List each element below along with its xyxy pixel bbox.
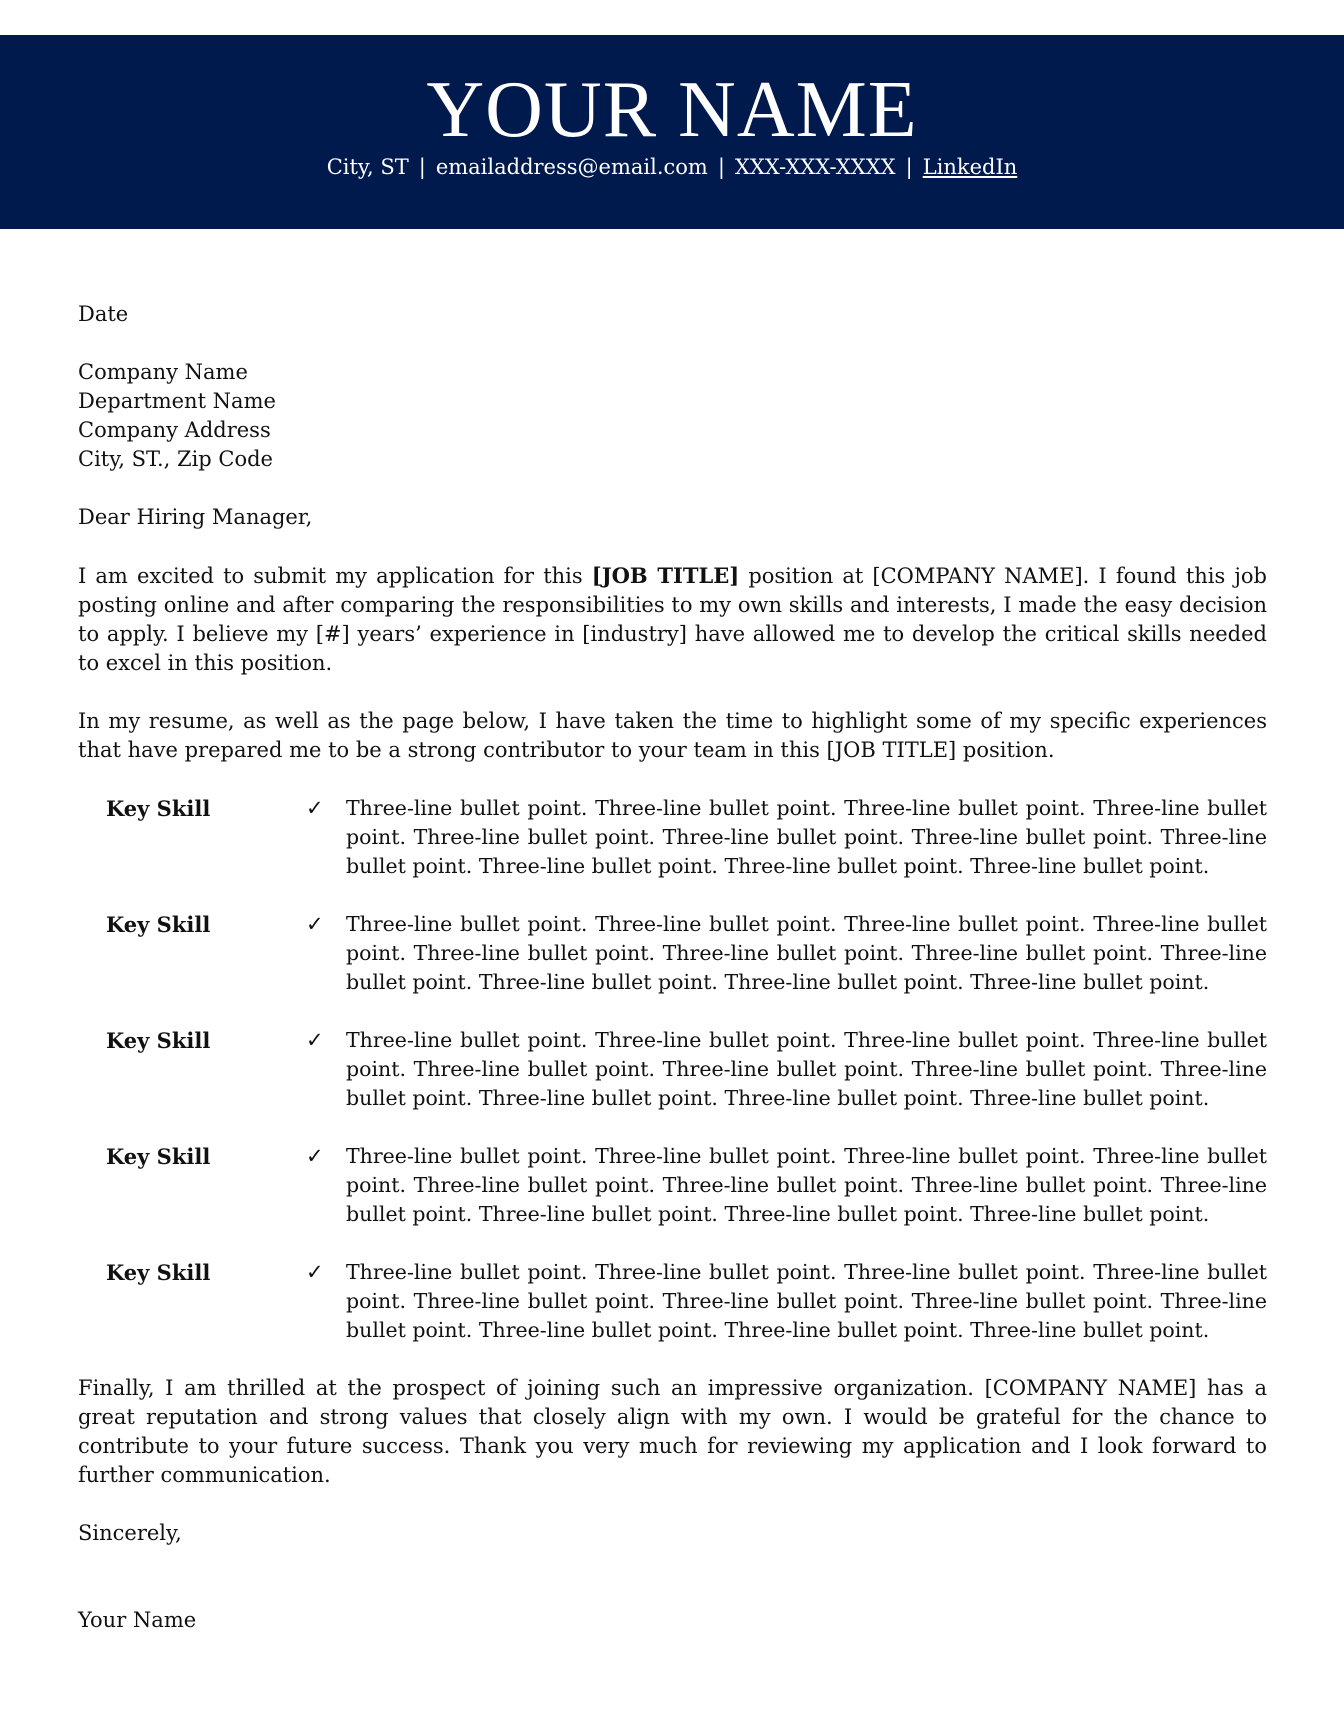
checkmark-icon: ✓ (306, 796, 324, 820)
letterhead-banner (0, 35, 1344, 229)
skill-name: Key Skill (106, 1144, 211, 1169)
recipient-department: Department Name (78, 389, 276, 413)
skill-name: Key Skill (106, 1028, 211, 1053)
contact-city: City, ST (326, 155, 409, 179)
skill-row (78, 1258, 1267, 1345)
letter-body (78, 300, 1267, 1635)
contact-separator: | (905, 155, 913, 179)
skill-row (78, 794, 1267, 881)
recipient-company: Company Name (78, 360, 248, 384)
closing-paragraph: Finally, I am thrilled at the prospect of joining such an impressive organization. [COMPANY NAME] has a great reputation and strong values that closely align with my own. I would be grateful for the chance to contribute to your future success. Thank you very much for reviewing my application and I look forward to further communication. (78, 1376, 1267, 1487)
recipient-block (78, 358, 1267, 474)
recipient-address: Company Address (78, 418, 271, 442)
linkedin-link[interactable]: LinkedIn (922, 155, 1018, 179)
skill-bullet-text: Three-line bullet point. Three-line bullet point. Three-line bullet point. Three-line bullet point. Three-line bullet point. Three-line bullet point. Three-line bullet point. Three-line bullet point. Three-line bullet point. Three-line bullet point. Three-line bullet point. (346, 1028, 1267, 1110)
contact-line (0, 153, 1344, 181)
skills-intro-paragraph: In my resume, as well as the page below, I have taken the time to highlight some of my specific experiences that have prepared me to be a strong contributor to your team in this [JOB TITLE] position. (78, 709, 1267, 762)
skill-bullet-text: Three-line bullet point. Three-line bullet point. Three-line bullet point. Three-line bullet point. Three-line bullet point. Three-line bullet point. Three-line bullet point. Three-line bullet point. Three-line bullet point. Three-line bullet point. Three-line bullet point. (346, 1144, 1267, 1226)
checkmark-icon: ✓ (306, 1144, 324, 1168)
closing-salutation: Sincerely, (78, 1521, 182, 1545)
skill-bullet-text: Three-line bullet point. Three-line bullet point. Three-line bullet point. Three-line bullet point. Three-line bullet point. Three-line bullet point. Three-line bullet point. Three-line bullet point. Three-line bullet point. Three-line bullet point. Three-line bullet point. (346, 912, 1267, 994)
intro-paragraph (78, 561, 1267, 678)
contact-email: emailaddress@email.com (435, 155, 708, 179)
key-skills-list (78, 794, 1267, 1345)
letter-date: Date (78, 302, 129, 326)
intro-text-start: I am excited to submit my application for this (78, 564, 592, 588)
skill-row (78, 1026, 1267, 1113)
skill-row (78, 1142, 1267, 1229)
salutation: Dear Hiring Manager, (78, 505, 313, 529)
skill-bullet-text: Three-line bullet point. Three-line bullet point. Three-line bullet point. Three-line bullet point. Three-line bullet point. Three-line bullet point. Three-line bullet point. Three-line bullet point. Three-line bullet point. Three-line bullet point. Three-line bullet point. (346, 1260, 1267, 1342)
skill-name: Key Skill (106, 796, 211, 821)
skill-name: Key Skill (106, 1260, 211, 1285)
contact-phone: XXX-XXX-XXXX (734, 155, 896, 179)
applicant-name: YOUR NAME (426, 66, 918, 154)
checkmark-icon: ✓ (306, 1028, 324, 1052)
skill-name: Key Skill (106, 912, 211, 937)
checkmark-icon: ✓ (306, 912, 324, 936)
contact-separator: | (717, 155, 725, 179)
skill-row (78, 910, 1267, 997)
skill-bullet-text: Three-line bullet point. Three-line bullet point. Three-line bullet point. Three-line bullet point. Three-line bullet point. Three-line bullet point. Three-line bullet point. Three-line bullet point. Three-line bullet point. Three-line bullet point. Three-line bullet point. (346, 796, 1267, 878)
signature-name: Your Name (78, 1608, 197, 1632)
intro-text-end: position at [COMPANY NAME]. I found this job posting online and after comparing the responsibilities to my own skills and interests, I made the easy decision to apply. I believe my [#] years’ experience in [industry] have allowed me to develop the critical skills needed to excel in this position. (78, 564, 1268, 675)
checkmark-icon: ✓ (306, 1260, 324, 1284)
job-title-bold: [JOB TITLE] (591, 563, 740, 588)
recipient-city-zip: City, ST., Zip Code (78, 447, 273, 471)
contact-separator: | (418, 155, 426, 179)
